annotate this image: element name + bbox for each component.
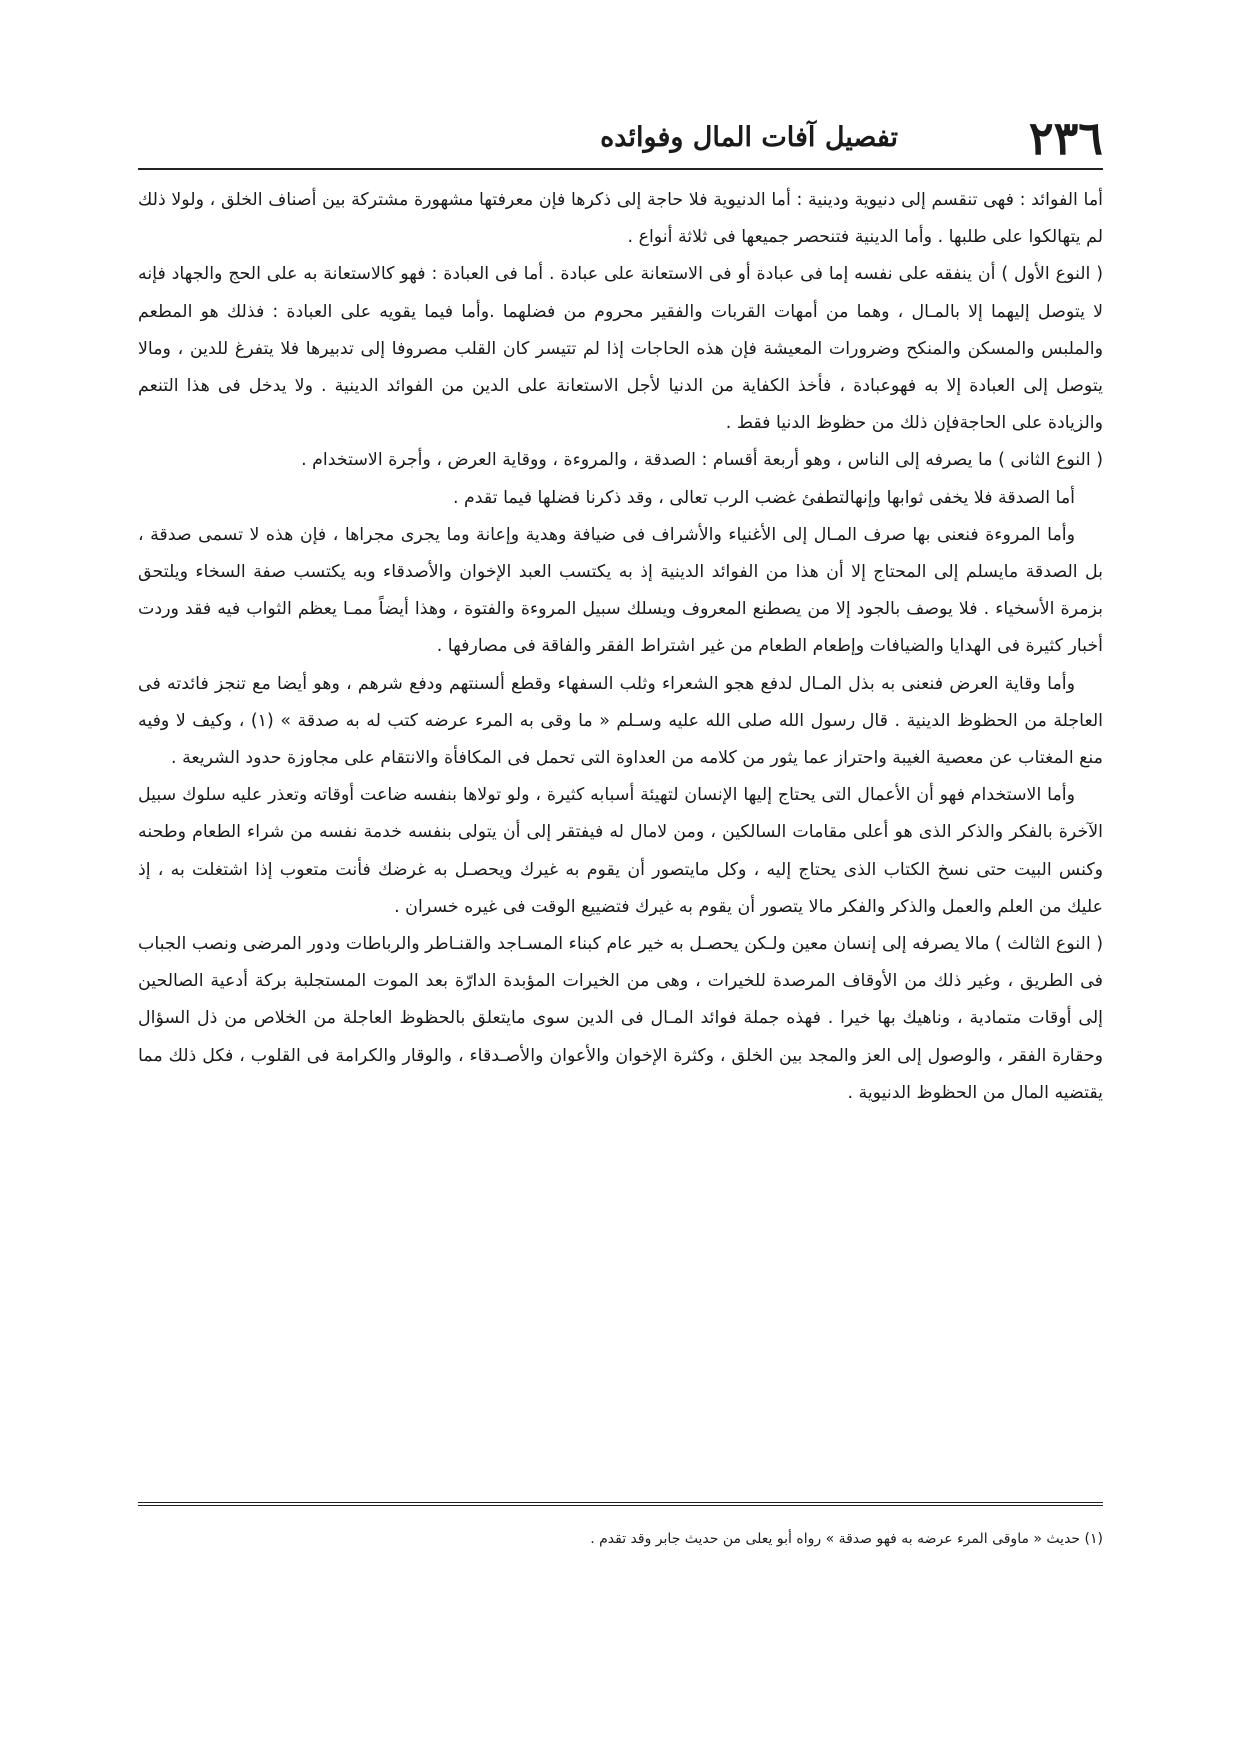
page-header bbox=[138, 110, 1103, 166]
paragraph-employment: وأما الاستخدام فهو أن الأعمال التى يحتاج إليها الإنسان لتهيئة أسبابه كثيرة ، ولو تولاها بنفسه ضاعت أوقاته وتعذر عليه سلوك سبيل الآخرة بالفكر والذكر الذى هو أعلى مقامات السالكين ، ومن لامال له فيفتقر إلى أن يتولى بنفسه خدمة نفسه من شراء الطعام وطحنه وكنس البيت حتى نسخ الكتاب الذى يحتاج إليه ، وكل مايتصور أن يقوم به غيرك ويحصـل به غرضك فأنت متعوب إذا اشتغلت به ، إذ عليك من العلم والعمل والذكر والفكر مالا يتصور أن يقوم به غيرك فتضييع الوقت فى غيره خسران . bbox=[138, 785, 1103, 917]
page-number: ٢٣٦ bbox=[1028, 111, 1103, 165]
paragraph-second-type: ( النوع الثانى ) ما يصرفه إلى الناس ، وهو أربعة أقسام : الصدقة ، والمروءة ، ووقاية العرض ، وأجرة الاستخدام . bbox=[301, 450, 1103, 471]
book-page bbox=[138, 110, 1103, 1710]
paragraph-charity: أما الصدقة فلا يخفى ثوابها وإنهالتطفئ غضب الرب تعالى ، وقد ذكرنا فضلها فيما تقدم . bbox=[452, 487, 1075, 508]
page-body bbox=[138, 182, 1103, 1112]
footnote: (١) حديث « ماوقى المرء عرضه به فهو صدقة » رواه أبو يعلى من حديث جابر وقد تقدم . bbox=[590, 1531, 1103, 1547]
paragraph-first-type: ( النوع الأول ) أن ينفقه على نفسه إما فى عبادة أو فى الاستعانة على عبادة . أما فى العبادة : فهو كالاستعانة به على الحج والجهاد فإنه لا يتوصل إليهما إلا بالمـال ، وهما من أمهات القربات والفقير محروم من فضلهما .وأما فيما يقويه على العبادة : فذلك هو المطعم والملبس والمسكن والمنكح وضرورات المعيشة فإن هذه الحاجات إذا لم تتيسر كان القلب مصروفا إلى تدبيرها فلا يتفرغ للدين ، ومالا يتوصل إلى العبادة إلا به فهوعبادة ، فأخذ الكفاية من الدنيا لأجل الاستعانة على الدين من الفوائد الدينية . ولا يدخل فى هذا التنعم والزيادة على الحاجةفإن ذلك من حظوظ الدنيا فقط . bbox=[138, 264, 1103, 434]
paragraph-third-type: ( النوع الثالث ) مالا يصرفه إلى إنسان معين ولـكن يحصـل به خير عام كبناء المسـاجد والقنـاطر والرباطات ودور المرضى ونصب الجباب فى الطريق ، وغير ذلك من الأوقاف المرصدة للخيرات ، وهى من الخيرات المؤبدة الدارّة بعد الموت المستجلبة بركة أدعية الصالحين إلى أوقات متمادية ، وناهيك بها خيرا . فهذه جملة فوائد المـال فى الدين سوى مايتعلق بالحظوظ العاجلة من الخلاص من ذل السؤال وحقارة الفقر ، والوصول إلى العز والمجد بين الخلق ، وكثرة الإخوان والأعوان والأصـدقاء ، والوقار والكرامة فى القلوب ، فكل ذلك مما يقتضيه المال من الحظوظ الدنيوية . bbox=[138, 934, 1103, 1103]
footnote-rule bbox=[138, 1502, 1103, 1506]
paragraph-generosity: وأما المروءة فنعنى بها صرف المـال إلى الأغنياء والأشراف فى ضيافة وهدية وإعانة وما يجرى مجراها ، فإن هذه لا تسمى صدقة ، بل الصدقة مايسلم إلى المحتاج إلا أن هذا من الفوائد الدينية إذ به يكتسب العبد الإخوان والأصدقاء وبه يكتسب صفة السخاء ويلتحق بزمرة الأسخياء . فلا يوصف بالجود إلا من يصطنع المعروف ويسلك سبيل المروءة والفتوة ، وهذا أيضاً ممـا يعظم الثواب فيه فقد وردت أخبار كثيرة فى الهدايا والضيافات وإطعام الطعام من غير اشتراط الفقر والفاقة فى مصارفها . bbox=[138, 524, 1103, 657]
paragraph-honor-protection: وأما وقاية العرض فنعنى به بذل المـال لدفع هجو الشعراء وثلب السفهاء وقطع ألسنتهم ودفع شرهم ، وهو أيضا مع تنجز فائدته فى العاجلة من الحظوظ الدينية . قال رسول الله صلى الله عليه وسـلم « ما وقى به المرء عرضه كتب له به صدقة » (١) ، وكيف لا وفيه منع المغتاب عن معصية الغيبة واحتراز عما يثور من كلامه من العداوة التى تحمل فى المكافأة والانتقام على مجاوزة حدود الشريعة . bbox=[138, 673, 1103, 769]
running-title: تفصيل آفات المال وفوائده bbox=[600, 122, 898, 153]
header-rule bbox=[138, 168, 1103, 170]
paragraph-intro: أما الفوائد : فهى تنقسم إلى دنيوية ودينية : أما الدنيوية فلا حاجة إلى ذكرها فإن معرفتها مشهورة مشتركة بين أصناف الخلق ، ولولا ذلك لم يتهالكوا على طلبها . وأما الدينية فتنحصر جميعها فى ثلاثة أنواع . bbox=[138, 190, 1103, 248]
